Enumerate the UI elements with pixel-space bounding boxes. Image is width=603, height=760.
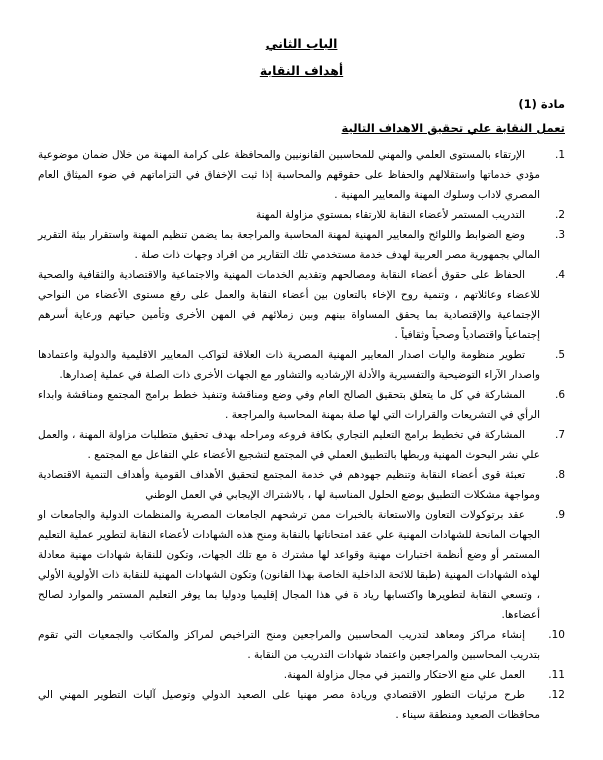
goal-item xyxy=(38,205,565,225)
goal-text: المشاركة في كل ما يتعلق بتحقيق الصالح العام وفي وضع ومناقشة وتنفيذ خطط برامج المجتمع ومناقشة وابداء الرأي في التشريعات والقرارات التي لها صلة بمهنة المحاسبة والمراجعة . xyxy=(38,389,540,421)
goal-item xyxy=(38,625,565,665)
goal-number: 12. xyxy=(548,689,565,701)
goal-number: 3. xyxy=(554,229,565,241)
goal-text: التدريب المستمر لأعضاء النقابة للارتقاء بمستوي مزاولة المهنة xyxy=(255,209,525,221)
goals-list xyxy=(38,145,565,725)
goal-text: وضع الضوابط واللوائح والمعايير المهنية لمهنة المحاسبة والمراجعة بما يضمن تنظيم المهنة واستقرار بيئة التقرير المالي بجمهورية مصر العربية لهدف خدمة مستخدمي تلك التقارير من افراد وجهات ذات صلة . xyxy=(38,229,540,261)
goal-item xyxy=(38,465,565,505)
goal-text: الإرتقاء بالمستوى العلمي والمهني للمحاسبين القانونيين والمحافظة على كرامة المهنة من خلال ضمان موضوعية مؤدي خدماتها واستقلالهم والحفاظ على حقوقهم والمحاسبة إذا ثبت الإخفاق في التزاماتهم في ضوء الميثاق العام المصري لاداب وسلوك المهنة والمعايير المهنية . xyxy=(38,149,540,201)
goal-number: 1. xyxy=(554,149,565,161)
goal-item xyxy=(38,505,565,625)
goal-text: الحفاظ على حقوق أعضاء النقابة ومصالحهم وتقديم الخدمات المهنية والاجتماعية والاقتصادية والثقافية والصحية للاعضاء وعائلاتهم ، وتنمية روح الإخاء بالتعاون بين أعضاء النقابة والعمل على رفع مستوى الأعضاء من النواحي الإجتماعية والإقتصادية بما يحقق المساواة بينهم وبين زملائهم في المهن الأخرى وتأمين حياتهم ورعاية أسرهم إجتماعياً واقتصادياً وصحياً وثقافياً . xyxy=(38,269,540,341)
goal-number: 5. xyxy=(554,349,565,361)
goal-item xyxy=(38,265,565,345)
article-label: مادة (1) xyxy=(518,97,565,111)
goal-item xyxy=(38,145,565,205)
goal-number: 8. xyxy=(554,469,565,481)
goal-item xyxy=(38,425,565,465)
goal-number: 4. xyxy=(554,269,565,281)
goal-text: تعبئة قوى أعضاء النقابة وتنظيم جهودهم في خدمة المجتمع لتحقيق الأهداف القومية وأهداف التنمية الاقتصادية ومواجهة مشكلات التطبيق بوضع الحلول المناسبة لها ، بالاشتراك الإيجابي في العمل الوطني xyxy=(38,469,540,501)
goal-number: 6. xyxy=(554,389,565,401)
goal-number: 11. xyxy=(548,669,565,681)
chapter-title: الباب الثاني xyxy=(265,36,338,51)
goal-item xyxy=(38,225,565,265)
goal-item xyxy=(38,685,565,725)
section-heading: تعمل النقابة علي تحقيق الاهداف التالية xyxy=(341,121,565,135)
goal-text: إنشاء مراكز ومعاهد لتدريب المحاسبين والمراجعين ومنح التراخيص لمراكز والمكاتب والجمعيات التي تقوم بتدريب المحاسبين والمراجعين واعتماد شهادات التدريب من النقابة . xyxy=(38,629,540,661)
goal-text: العمل علي منع الاحتكار والتميز في مجال مزاولة المهنة. xyxy=(283,669,525,681)
goal-item xyxy=(38,345,565,385)
chapter-header xyxy=(38,36,565,79)
goal-text: المشاركة في تخطيط برامج التعليم التجاري بكافة فروعه ومراحله بهدف تحقيق متطلبات مزاولة المهنة ، والعمل علي نشر البحوث المهنية وربطها بالتطبيق العملي في المجتمع لتشجيع الأعضاء علي التفاعل مع المجتمع . xyxy=(38,429,540,461)
goal-number: 2. xyxy=(554,209,565,221)
chapter-subtitle: أهداف النقابة xyxy=(259,63,344,78)
goal-text: طرح مرئيات التطور الاقتصادي وريادة مصر مهنيا على الصعيد الدولي وتوصيل آليات التطوير المهني الي محافظات الصعيد ومنطقة سيناء . xyxy=(38,689,540,721)
goal-text: تطوير منظومة واليات اصدار المعايير المهنية المصرية ذات العلاقة لتواكب المعايير الاقليمية والدولية واعتمادها واصدار الآراء التوضيحية والتفسيرية والأدلة الإرشاديه والتشاور مع الجهات الأخرى ذات الصلة في عملية إصدارها. xyxy=(38,349,540,381)
goal-number: 7. xyxy=(554,429,565,441)
goal-number: 9. xyxy=(554,509,565,521)
goal-text: عقد برتوكولات التعاون والاستعانة بالخبرات ممن ترشحهم الجامعات المصرية والمنظمات الدولية والجامعات او الجهات المانحة للشهادات المهنية علي عقد امتحاناتها بالنقابة ومنح هذه الشهادات لأعضاء النقابة لتطوير عملية التعليم المستمر أو وضع أنظمة اختبارات مهنية وقواعد لها مشترك ة مع تلك الجهات، وتكون للنقابة شهادات مهنية معادلة لهذه الشهادات المهنية (طبقا للائحة الداخلية الخاصة بهذا القانون) وتكون الشهادات المهنية للنقابة ذات الأولوية الأولي ، وتسعي النقابة لتطويرها واكتسابها رياد ة في هذا المجال إقليميا ودوليا بما يوفر التعليم المستمر والموارد لصالح أعضاءها. xyxy=(38,509,540,621)
goal-number: 10. xyxy=(548,629,565,641)
goal-item xyxy=(38,665,565,685)
goal-item xyxy=(38,385,565,425)
